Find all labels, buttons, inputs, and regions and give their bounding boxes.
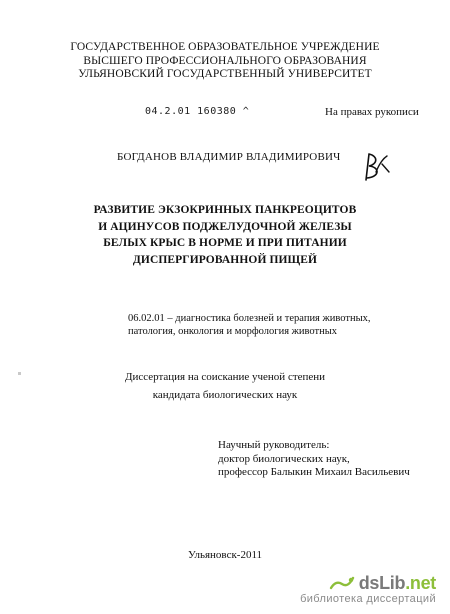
institution-line-2: ВЫСШЕГО ПРОФЕССИОНАЛЬНОГО ОБРАЗОВАНИЯ — [83, 54, 367, 67]
title-line-3: БЕЛЫХ КРЫС В НОРМЕ И ПРИ ПИТАНИИ — [103, 237, 347, 249]
degree-statement — [0, 368, 450, 404]
city-year: Ульяновск-2011 — [187, 549, 263, 561]
dslib-logo-icon — [329, 574, 355, 592]
specialty-line-1: 06.02.01 – диагностика болезней и терапия животных, — [128, 313, 371, 324]
institution-line-1: ГОСУДАРСТВЕННОЕ ОБРАЗОВАТЕЛЬНОЕ УЧРЕЖДЕНИЕ — [70, 41, 380, 53]
watermark-site-dot: . — [405, 573, 410, 593]
supervisor-line-3: профессор Балыкин Михаил Васильевич — [218, 466, 410, 478]
title-line-4: ДИСПЕРГИРОВАННОЙ ПИЩЕЙ — [132, 253, 318, 266]
title-line-2: И АЦИНУСОВ ПОДЖЕЛУДОЧНОЙ ЖЕЛЕЗЫ — [98, 220, 352, 233]
watermark-site-name — [359, 574, 436, 592]
dslib-watermark[interactable] — [300, 574, 436, 605]
supervisor-line-1: Научный руководитель: — [218, 439, 330, 451]
author-name: БОГДАНОВ ВЛАДИМИР ВЛАДИМИРОВИЧ — [117, 151, 341, 163]
degree-line-1: Диссертация на соискание ученой степени — [124, 371, 326, 383]
archive-stamp-number: 04.2.01 160380 ^ — [145, 106, 250, 117]
supervisor-block — [218, 439, 410, 480]
institution-header — [0, 41, 450, 82]
rights-notice: На правах рукописи — [325, 106, 419, 118]
watermark-site-ds: dsLib — [358, 573, 406, 593]
handwritten-signature-icon — [360, 150, 392, 184]
title-line-1: РАЗВИТИЕ ЭКЗОКРИННЫХ ПАНКРЕОЦИТОВ — [93, 204, 357, 216]
institution-line-3: УЛЬЯНОВСКИЙ ГОСУДАРСТВЕННЫЙ УНИВЕРСИТЕТ — [78, 68, 372, 80]
degree-line-2: кандидата биологических наук — [152, 389, 298, 401]
supervisor-line-2: доктор биологических наук, — [218, 452, 350, 465]
specialty-line-2: патология, онкология и морфология животных — [128, 326, 338, 337]
specialty-code — [128, 312, 371, 338]
dissertation-title — [0, 202, 450, 268]
watermark-site-net: net — [409, 573, 436, 593]
watermark-subtitle: библиотека диссертаций — [300, 593, 436, 605]
